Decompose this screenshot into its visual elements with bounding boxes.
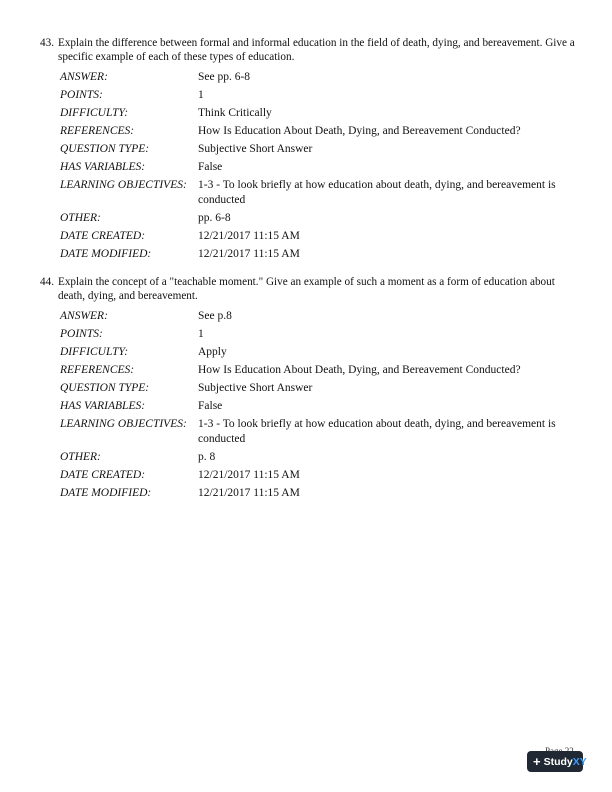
field-label: REFERENCES: [60, 364, 135, 376]
field-value: Subjective Short Answer [198, 143, 313, 155]
field-label: DATE MODIFIED: [60, 248, 152, 260]
metadata-row [60, 86, 580, 104]
metadata-row [60, 140, 580, 158]
metadata-row [60, 176, 580, 209]
field-value: See p.8 [198, 310, 232, 322]
metadata-row [60, 68, 580, 86]
metadata-row [60, 227, 580, 245]
metadata-row [60, 245, 580, 263]
field-label: REFERENCES: [60, 125, 135, 137]
metadata-row [60, 325, 580, 343]
field-label: QUESTION TYPE: [60, 143, 150, 155]
field-value: How Is Education About Death, Dying, and Bereavement Conducted? [198, 125, 521, 137]
field-value: 1-3 - To look briefly at how education about death, dying, and bereavement is conducted [198, 179, 556, 206]
question-metadata [60, 68, 580, 263]
field-label: OTHER: [60, 212, 101, 224]
field-label: ANSWER: [60, 71, 108, 83]
metadata-row [60, 448, 580, 466]
metadata-row [60, 104, 580, 122]
field-label: DATE CREATED: [60, 469, 146, 481]
field-label: HAS VARIABLES: [60, 400, 146, 412]
question-metadata [60, 307, 580, 502]
field-label: QUESTION TYPE: [60, 382, 150, 394]
field-value: 1 [198, 89, 204, 101]
field-label: DIFFICULTY: [60, 346, 129, 358]
metadata-row [60, 361, 580, 379]
field-label: DATE MODIFIED: [60, 487, 152, 499]
field-label: DIFFICULTY: [60, 107, 129, 119]
metadata-row [60, 379, 580, 397]
question-text-row [40, 275, 580, 303]
metadata-row [60, 209, 580, 227]
field-value: 12/21/2017 11:15 AM [198, 469, 300, 481]
metadata-row [60, 122, 580, 140]
field-label: ANSWER: [60, 310, 108, 322]
field-value: 1 [198, 328, 204, 340]
field-value: 1-3 - To look briefly at how education about death, dying, and bereavement is conducted [198, 418, 556, 445]
field-value: False [198, 161, 223, 173]
field-value: How Is Education About Death, Dying, and Bereavement Conducted? [198, 364, 521, 376]
field-label: LEARNING OBJECTIVES: [60, 179, 187, 191]
metadata-row [60, 466, 580, 484]
field-label: OTHER: [60, 451, 101, 463]
field-label: POINTS: [60, 89, 103, 101]
metadata-row [60, 397, 580, 415]
field-label: LEARNING OBJECTIVES: [60, 418, 187, 430]
badge-text-xy: XY [572, 755, 587, 768]
metadata-row [60, 307, 580, 325]
field-value: False [198, 400, 223, 412]
field-value: See pp. 6-8 [198, 71, 251, 83]
metadata-row [60, 415, 580, 448]
field-value: p. 8 [198, 451, 216, 463]
metadata-row [60, 158, 580, 176]
field-value: Think Critically [198, 107, 272, 119]
question-block [40, 36, 580, 263]
field-value: pp. 6-8 [198, 212, 231, 224]
question-text: Explain the concept of a "teachable moment." Give an example of such a moment as a form of education about death, dying, and bereavement. [58, 276, 555, 302]
field-value: Subjective Short Answer [198, 382, 313, 394]
question-number: 43. [40, 37, 54, 49]
plus-icon: + [533, 754, 541, 769]
question-text-row [40, 36, 580, 64]
metadata-row [60, 343, 580, 361]
studyxy-badge[interactable] [527, 751, 587, 772]
question-block [40, 275, 580, 502]
field-label: HAS VARIABLES: [60, 161, 146, 173]
field-value: 12/21/2017 11:15 AM [198, 230, 300, 242]
question-text: Explain the difference between formal and informal education in the field of death, dying, and bereavement. Give a specific example of each of these types of education. [58, 37, 575, 63]
field-value: Apply [198, 346, 227, 358]
question-number: 44. [40, 276, 54, 288]
field-value: 12/21/2017 11:15 AM [198, 248, 300, 260]
field-label: POINTS: [60, 328, 103, 340]
metadata-row [60, 484, 580, 502]
badge-text-study: Study [543, 755, 573, 768]
field-label: DATE CREATED: [60, 230, 146, 242]
field-value: 12/21/2017 11:15 AM [198, 487, 300, 499]
